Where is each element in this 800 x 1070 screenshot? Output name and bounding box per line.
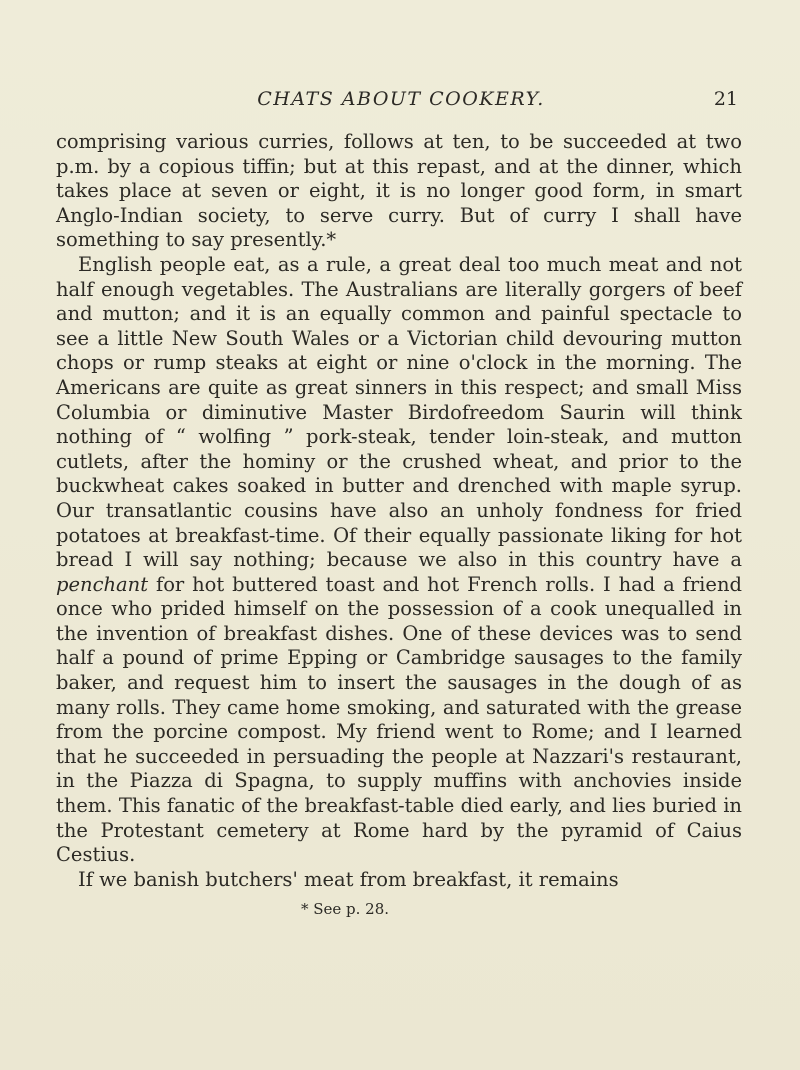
paragraph-2 bbox=[56, 253, 742, 868]
body-text bbox=[56, 130, 742, 892]
running-head: CHATS ABOUT COOKERY. bbox=[257, 88, 545, 110]
paragraph-text: If we banish butchers' meat from breakfast, it remains bbox=[78, 867, 619, 891]
paragraph-text: English people eat, as a rule, a great deal too much meat and not half enough vegetables. The Australians are literally gorgers of beef and mutton; and it is an equally common and painful spectacle to see a little New South Wales or a Victorian child devouring mutton chops or rump steaks at eight or nine o'clock in the morning. The Americans are quite as great sinners in this respect; and small Miss Columbia or diminutive Master Birdofreedom Saurin will think nothing of “ wolfing ” pork-steak, tender loin-steak, and mutton cutlets, after the hominy or the crushed wheat, and prior to the buckwheat cakes soaked in butter and drenched with maple syrup. Our transatlantic cousins have also an unholy fondness for fried potatoes at breakfast-time. Of their equally passionate liking for hot bread I will say nothing; because we also in this country have a bbox=[56, 252, 742, 572]
page-header bbox=[58, 88, 744, 118]
paragraph-text: comprising various curries, follows at ten, to be succeeded at two p.m. by a copious tiffin; but at this repast, and at the dinner, which takes place at seven or eight, it is no longer good form, in smart Anglo-Indian society, to serve curry. But of curry I shall have something to say presently.* bbox=[56, 130, 742, 252]
paragraph-text: for hot buttered toast and hot French rolls. I had a friend once who prided himself on the possession of a cook unequalled in the invention of breakfast dishes. One of these devices was to send half a pound of prime Epping or Cambridge sausages to the family baker, and request him to insert the sausages in the dough of as many rolls. They came home smoking, and saturated with the grease from the porcine compost. My friend went to Rome; and I learned that he succeeded in persuading the people at Nazzari's restaurant, in the Piazza di Spagna, to supply muffins with anchovies inside them. This fanatic of the breakfast-table died early, and lies buried in the Protestant cemetery at Rome hard by the pyramid of Caius Cestius. bbox=[56, 572, 742, 867]
footnote: * See p. 28. bbox=[300, 900, 390, 918]
page-number: 21 bbox=[713, 88, 738, 110]
paragraph-1 bbox=[56, 130, 742, 253]
italic-term: penchant bbox=[56, 572, 149, 596]
paragraph-3 bbox=[56, 868, 742, 893]
